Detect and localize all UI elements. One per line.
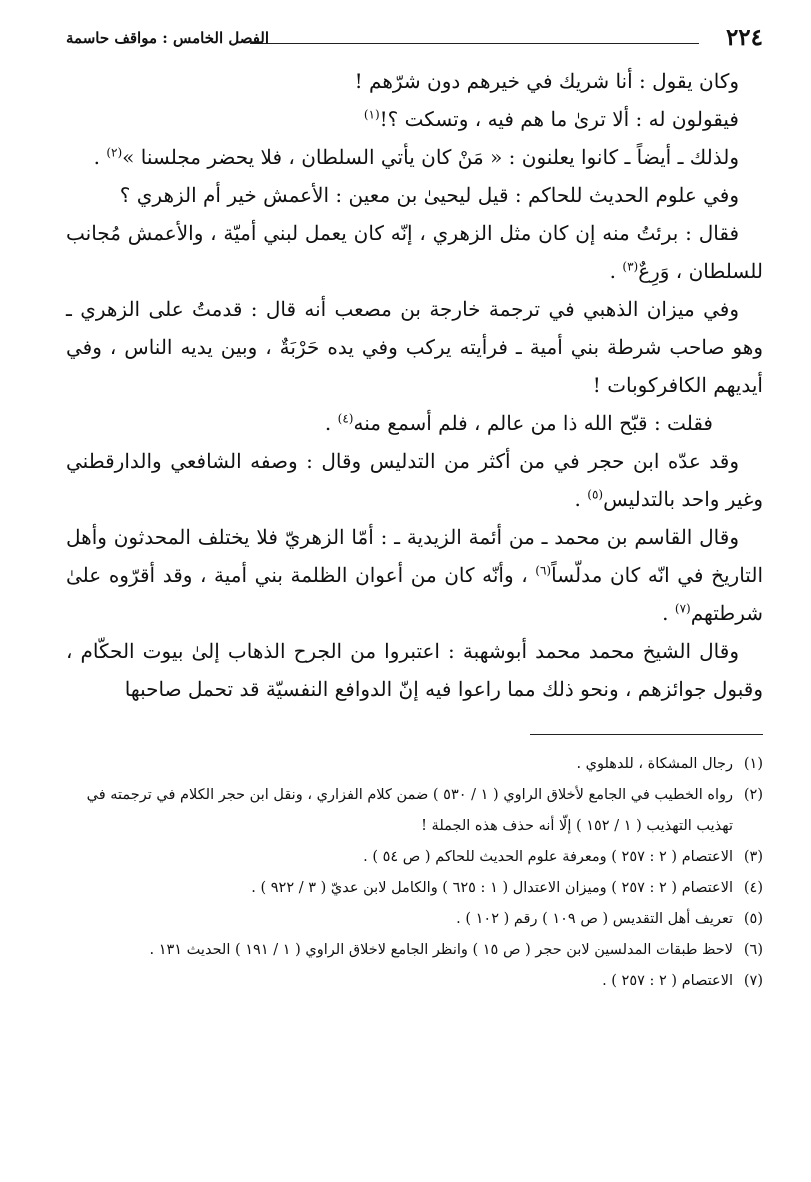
footnote-number: (٧) xyxy=(743,973,763,989)
footnote-ref-5: (٥) xyxy=(587,487,604,502)
paragraph-4 xyxy=(66,176,763,214)
paragraph-tail: . xyxy=(574,487,588,511)
footnote-5 xyxy=(66,904,763,935)
footnote-number: (٦) xyxy=(743,942,763,958)
footnote-ref-6: (٦) xyxy=(535,563,552,578)
paragraph-tail: ، وأنّه كان من أعوان الظلمة بني أمية ، وقد أقرّوه علىٰ شرطتهم xyxy=(66,563,763,625)
footnote-ref-2: (٢) xyxy=(106,145,123,160)
paragraph-text: فقال : برئتُ منه إن كان مثل الزهري ، إنّه كان يعمل لبني أميّة ، والأعمش مُجانب للسلطان ، وَرِعٌ xyxy=(66,221,763,283)
paragraph-tail: . xyxy=(609,259,623,283)
paragraph-7 xyxy=(66,404,763,442)
footnote-1 xyxy=(66,749,763,780)
footnote-text: تعريف أهل التقديس ( ص ١٠٩ ) رقم ( ١٠٢ ) . xyxy=(456,911,733,927)
book-page xyxy=(66,18,763,997)
paragraph-5 xyxy=(66,214,763,290)
paragraph-2 xyxy=(66,100,763,138)
footnote-number: (٢) xyxy=(743,787,763,803)
footnote-text: الاعتصام ( ٢ : ٢٥٧ ) وميزان الاعتدال ( ١ : ٦٢٥ ) والكامل لابن عديّ ( ٣ / ٩٢٢ ) . xyxy=(251,880,733,896)
footnote-number: (٥) xyxy=(743,911,763,927)
footnote-ref-3: (٣) xyxy=(622,259,639,274)
footnote-text: رواه الخطيب في الجامع لأخلاق الراوي ( ١ / ٥٣٠ ) ضمن كلام الفزاري ، ونقل ابن حجر الكلام في ترجمته في تهذيب التهذيب ( ١ / ١٥٢ ) إلّا أنه حذف هذه الجملة ! xyxy=(86,787,733,834)
paragraph-3 xyxy=(66,138,763,176)
running-title: الفصل الخامس : مواقف حاسمة xyxy=(66,29,270,47)
paragraph-1 xyxy=(66,62,763,100)
footnote-7 xyxy=(66,966,763,997)
paragraph-text: ولذلك ـ أيضاً ـ كانوا يعلنون : « مَنْ كان يأتي السلطان ، فلا يحضر مجلسنا » xyxy=(122,145,739,169)
footnote-6 xyxy=(66,935,763,966)
footnote-number: (٣) xyxy=(743,849,763,865)
paragraph-tail: . xyxy=(93,145,107,169)
paragraph-text: وقد عدّه ابن حجر في من أكثر من التدليس وقال : وصفه الشافعي والدارقطني وغير واحد بالتدليس xyxy=(66,449,763,511)
paragraph-text: وفي ميزان الذهبي في ترجمة خارجة بن مصعب أنه قال : قدمتُ على الزهري ـ وهو صاحب شرطة بني أمية ـ فرأيته يركب وفي يده حَرْبَةٌ ، وبين يديه الناس ، وفي أيديهم الكافركوبات ! xyxy=(66,297,763,397)
paragraph-text: فقلت : قبّح الله ذا من عالم ، فلم أسمع منه xyxy=(353,411,713,435)
page-number: ٢٢٤ xyxy=(725,24,763,51)
footnote-number: (١) xyxy=(743,756,763,772)
footnote-ref-1: (١) xyxy=(363,107,380,122)
footnote-4 xyxy=(66,873,763,904)
header-rule xyxy=(250,43,699,44)
footnote-3 xyxy=(66,842,763,873)
footnotes xyxy=(66,749,763,997)
paragraph-tail: . xyxy=(324,411,338,435)
paragraph-tail: . xyxy=(662,601,675,625)
footnote-ref-4: (٤) xyxy=(337,411,354,426)
page-header xyxy=(66,18,763,52)
body-text xyxy=(66,62,763,708)
paragraph-text: وكان يقول : أنا شريك في خيرهم دون شرّهم ! xyxy=(354,69,739,93)
footnote-text: لاحظ طبقات المدلسين لابن حجر ( ص ١٥ ) وانظر الجامع لاخلاق الراوي ( ١ / ١٩١ ) الحديث ١٣١ . xyxy=(149,942,733,958)
footnote-ref-7: (٧) xyxy=(674,601,691,616)
paragraph-text: وقال الشيخ محمد محمد أبوشهبة : اعتبروا من الجرح الذهاب إلىٰ بيوت الحكّام ، وقبول جوائزهم ، ونحو ذلك مما راعوا فيه إنّ الدوافع النفسيّة قد تحمل صاحبها xyxy=(66,639,763,701)
footnote-text: الاعتصام ( ٢ : ٢٥٧ ) ومعرفة علوم الحديث للحاكم ( ص ٥٤ ) . xyxy=(363,849,733,865)
paragraph-8 xyxy=(66,442,763,518)
paragraph-text: وقال القاسم بن محمد ـ من أئمة الزيدية ـ : أمّا الزهريّ فلا يختلف المحدثون وأهل التاريخ في انّه كان مدلّساً xyxy=(66,525,763,587)
footnote-rule xyxy=(530,734,763,735)
paragraph-6 xyxy=(66,290,763,404)
footnote-number: (٤) xyxy=(743,880,763,896)
footnote-2 xyxy=(66,780,763,842)
paragraph-text: فيقولون له : ألا ترىٰ ما هم فيه ، وتسكت ؟! xyxy=(379,107,739,131)
paragraph-9 xyxy=(66,518,763,632)
footnote-text: الاعتصام ( ٢ : ٢٥٧ ) . xyxy=(602,973,733,989)
paragraph-10 xyxy=(66,632,763,708)
footnote-text: رجال المشكاة ، للدهلوي . xyxy=(576,756,733,772)
paragraph-text: وفي علوم الحديث للحاكم : قيل ليحيىٰ بن معين : الأعمش خير أم الزهري ؟ xyxy=(119,183,739,207)
